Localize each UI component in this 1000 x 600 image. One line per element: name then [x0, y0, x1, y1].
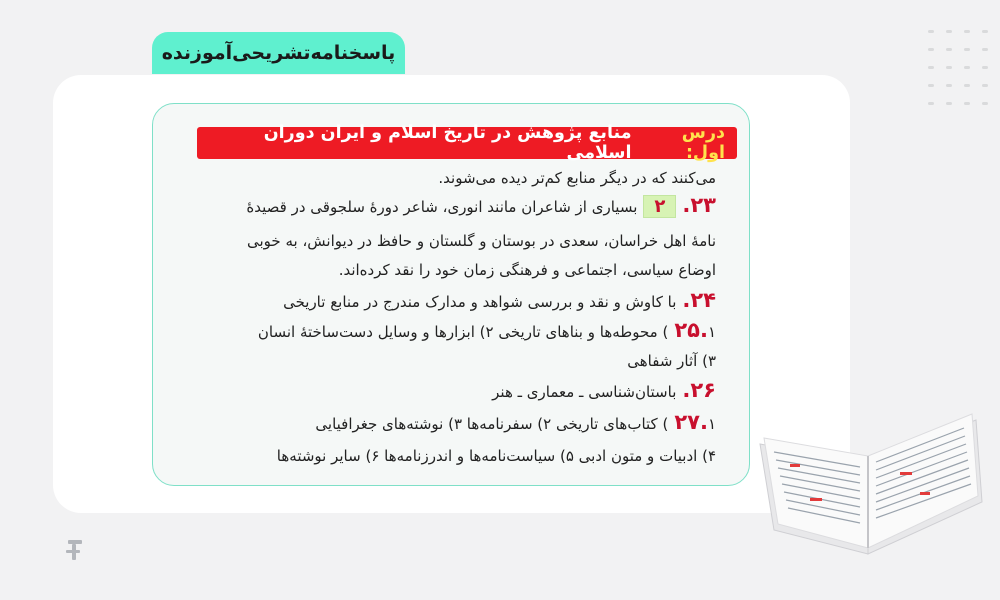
answer-25: ۲۵.۱) محوطه‌ها و بناهای تاریخی ۲) ابزارها و وسایل دست‌ساختهٔ انسان — [257, 318, 716, 342]
question-number: ۲۴. — [682, 288, 716, 312]
text-line: می‌کنند که در دیگر منابع کم‌تر دیده می‌شوند. — [438, 169, 716, 187]
open-book-illustration — [750, 402, 990, 560]
text-line: ۳) آثار شفاهی — [627, 352, 716, 370]
question-number: ۲۷. — [674, 410, 708, 434]
question-number: ۲۶. — [682, 378, 716, 402]
answer-26: ۲۶.باستان‌شناسی ـ معماری ـ هنر — [492, 378, 716, 402]
question-number: ۲۳. — [682, 193, 716, 217]
lesson-title: منابع پژوهش در تاریخ اسلام و ایران دوران اسلامی — [263, 123, 632, 163]
brand-logo-icon — [62, 538, 88, 564]
text-line: اوضاع سیاسی، اجتماعی و فرهنگی زمان خود را نقد کرده‌اند. — [338, 261, 716, 279]
answer-23: ۲۳.۲بسیاری از شاعران مانند انوری، شاعر دورهٔ سلجوقی در قصیدهٔ — [246, 193, 716, 217]
lesson-label: درس اول: — [681, 123, 725, 163]
tab-title: پاسخنامه‌تشریحی‌آموزنده — [161, 42, 396, 64]
lesson-heading — [197, 123, 737, 163]
answer-27: ۲۷.۱) کتاب‌های تاریخی ۲) سفرنامه‌ها ۳) نوشته‌های جغرافیایی — [315, 410, 716, 434]
text-line: ۴) ادبیات و متون ادبی ۵) سیاست‌نامه‌ها و اندرزنامه‌ها ۶) سایر نوشته‌ها — [276, 447, 716, 465]
answer-24: ۲۴.با کاوش و نقد و بررسی شواهد و مدارک مندرج در منابع تاریخی — [283, 288, 716, 312]
text-line: نامهٔ اهل خراسان، سعدی در بوستان و گلستان و حافظ در دیوانش، به خوبی — [247, 232, 716, 250]
question-number: ۲۵. — [674, 318, 708, 342]
answer-choice-box: ۲ — [643, 195, 676, 218]
answer-key-tab — [152, 32, 405, 74]
